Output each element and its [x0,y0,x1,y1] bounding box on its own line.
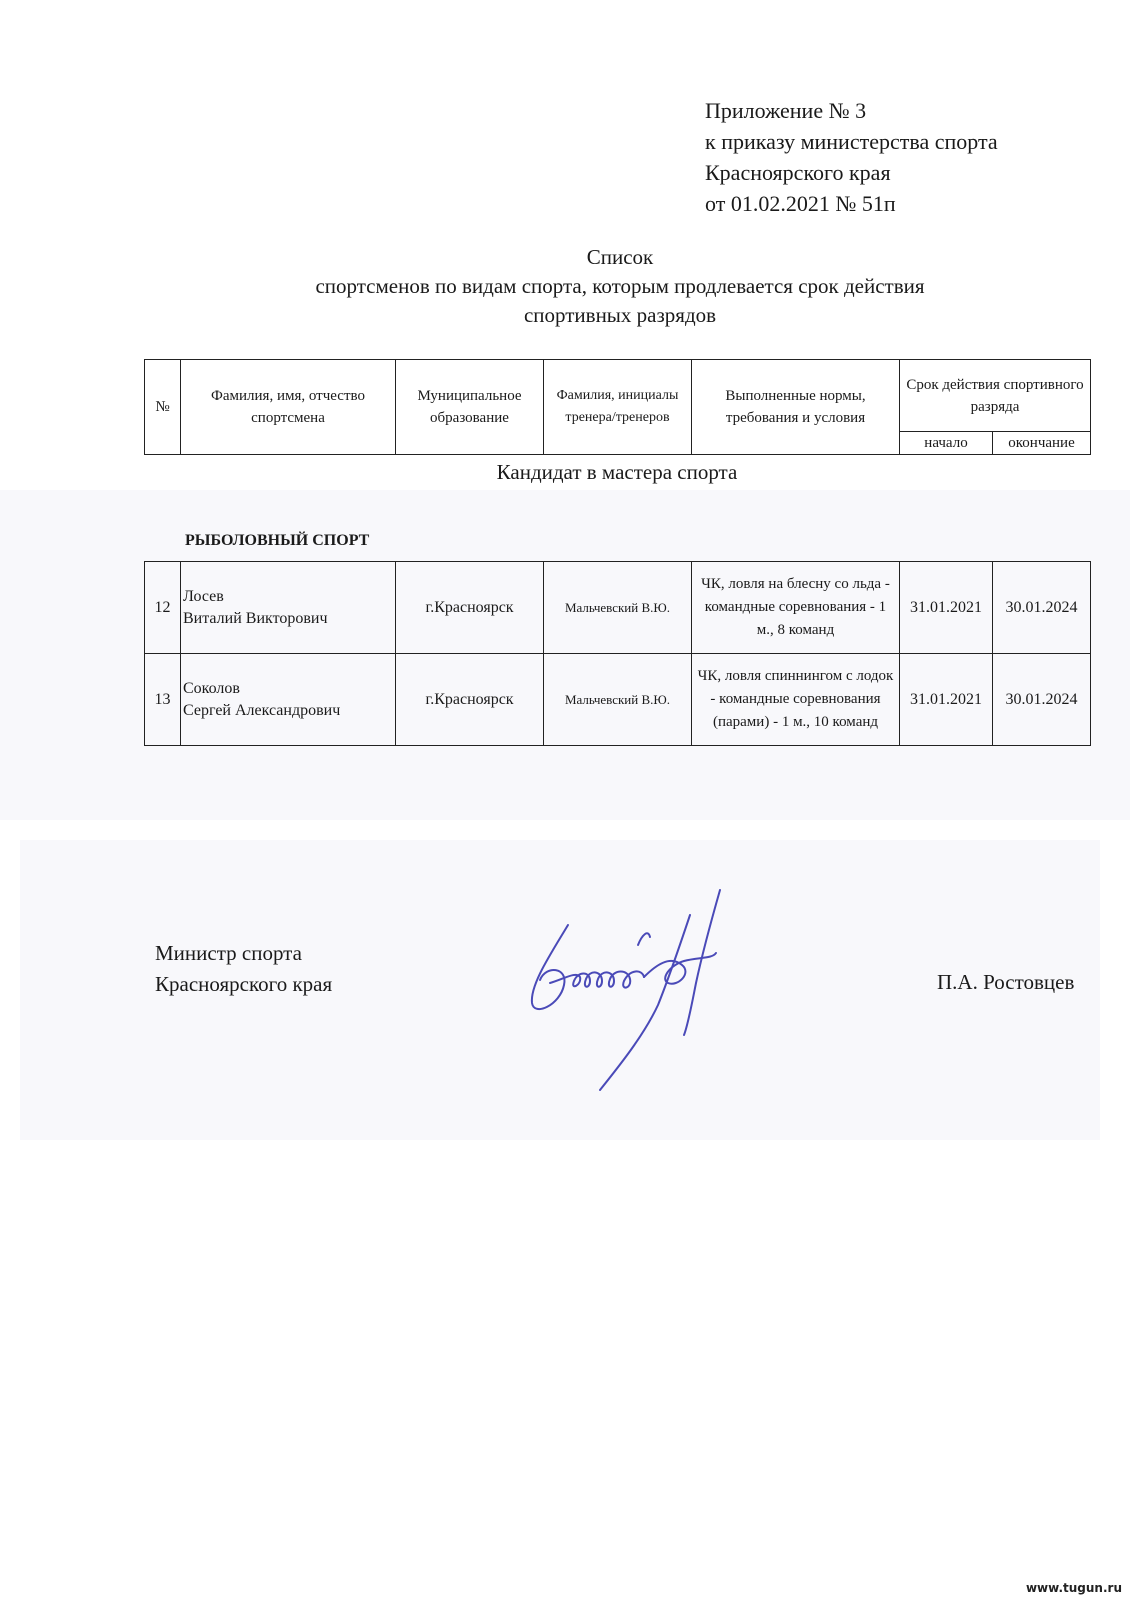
annex-number: Приложение № 3 [705,98,867,123]
annex-order-ref: к приказу министерства спорта [705,129,998,154]
header-num: № [145,360,181,455]
row-start: 31.01.2021 [900,654,993,746]
annex-date: от 01.02.2021 № 51п [705,191,896,216]
header-coach: Фамилия, инициалы тренера/тренеров [544,360,692,455]
annex-region: Красноярского края [705,160,891,185]
title-line-1: Список [586,245,654,269]
annex-block [705,95,998,219]
row-fio [181,654,396,746]
title-line-2: спортсменов по видам спорта, которым продлевается срок действия [315,274,925,298]
sport-title: РЫБОЛОВНЫЙ СПОРТ [185,532,370,549]
table-row [145,654,1091,746]
row-surname: Лосев [183,587,224,605]
data-table [144,561,1091,746]
row-num: 13 [145,654,181,746]
signer-position-line-1: Министр спорта [155,941,302,965]
row-municipality: г.Красноярск [396,562,544,654]
row-surname: Соколов [183,679,240,697]
row-norms: ЧК, ловля на блесну со льда - командные соревнования - 1 м., 8 команд [692,562,900,654]
row-given-names: Виталий Викторович [183,609,328,627]
row-coach: Мальчевский В.Ю. [544,654,692,746]
signature-ink [532,890,720,1090]
header-end: окончание [993,432,1091,455]
category-title: Кандидат в мастера спорта [496,460,738,484]
signer-name: П.А. Ростовцев [937,970,1075,994]
title-line-3: спортивных разрядов [523,303,717,327]
table-row [145,562,1091,654]
row-norms: ЧК, ловля спиннингом с лодок - командные соревнования (парами) - 1 м., 10 команд [692,654,900,746]
header-start: начало [900,432,993,455]
row-end: 30.01.2024 [993,562,1091,654]
header-norms: Выполненные нормы, требования и условия [692,360,900,455]
site-watermark: www.tugun.ru [1025,1581,1122,1595]
row-municipality: г.Красноярск [396,654,544,746]
signer-position [155,938,332,1000]
header-fio: Фамилия, имя, отчество спортсмена [181,360,396,455]
row-num: 12 [145,562,181,654]
row-end: 30.01.2024 [993,654,1091,746]
header-table [144,359,1091,455]
handwritten-signature [520,885,730,1105]
header-validity: Срок действия спортивного разряда [900,360,1091,432]
document-title [180,243,1060,330]
row-given-names: Сергей Александрович [183,701,341,719]
row-coach: Мальчевский В.Ю. [544,562,692,654]
row-fio [181,562,396,654]
signer-position-line-2: Красноярского края [155,972,333,996]
row-start: 31.01.2021 [900,562,993,654]
header-municipality: Муниципальное образование [396,360,544,455]
